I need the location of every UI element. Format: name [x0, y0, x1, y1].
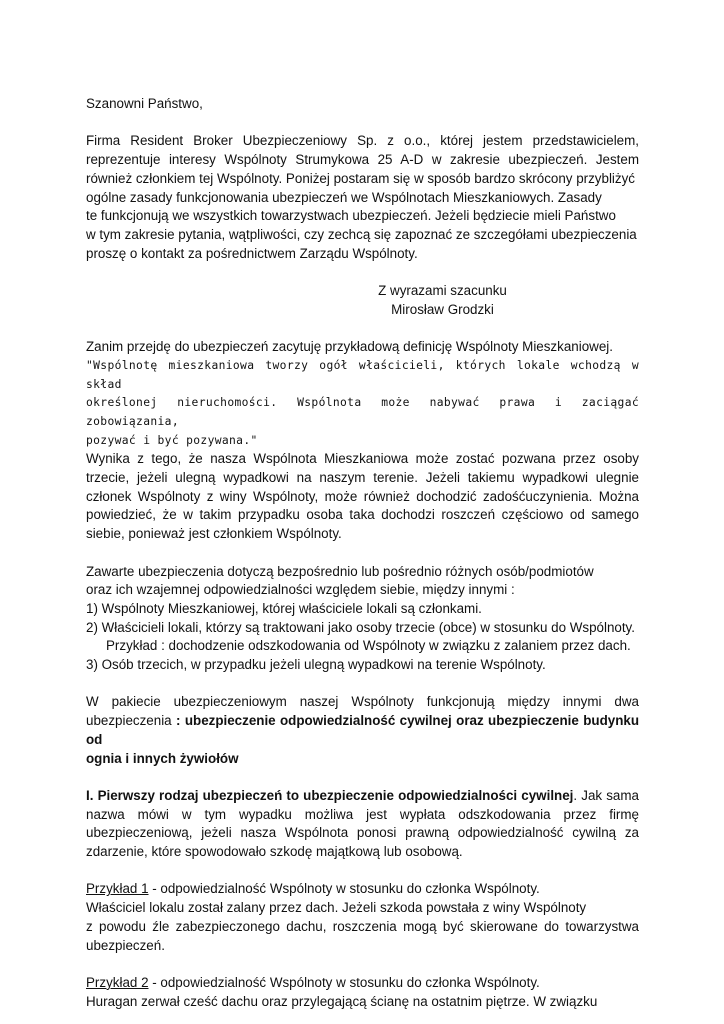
- consequence-paragraph: [86, 450, 639, 544]
- example-1-line: Właściciel lokalu został zalany przez dach. Jeżeli szkoda powstała z winy Wspólnoty: [86, 900, 587, 916]
- consequence-line: siebie, ponieważ jest członkiem Wspólnoty.: [86, 526, 342, 542]
- coverage-item-2: 2) Właścicieli lokali, którzy są traktowani jako osoby trzecie (obce) w stosunku do Wspólnoty.: [86, 619, 635, 635]
- section-1-heading-rest: . Jak sama: [573, 787, 639, 803]
- coverage-lead: oraz ich wzajemnej odpowiedzialności względem siebie, między innymi :: [86, 582, 515, 598]
- signature-name: Mirosław Grodzki: [391, 301, 494, 317]
- coverage-item-2-example: Przykład : dochodzenie odszkodowania od Wspólnoty w związku z zalaniem przez dach.: [106, 638, 631, 654]
- definition-quote: [86, 357, 639, 451]
- greeting: Szanowni Państwo,: [86, 96, 203, 111]
- definition-intro: Zanim przejdę do ubezpieczeń zacytuję przykładową definicję Wspólnoty Mieszkaniowej.: [86, 339, 613, 355]
- intro-line: również członkiem tej Wspólnoty. Poniżej postaram się w sposób bardzo skrócony przybliżyć: [86, 170, 635, 186]
- example-2-title: [86, 974, 639, 993]
- coverage-lead: Zawarte ubezpieczenia dotyczą bezpośrednio lub pośrednio różnych osób/podmiotów: [86, 563, 594, 579]
- intro-line: w tym zakresie pytania, wątpliwości, czy zechcą się zapoznać ze szczegółami ubezpieczenia: [86, 226, 637, 242]
- package-bold: : ubezpieczenie odpowiedzialność cywilnej oraz ubezpieczenie budynku od: [86, 713, 640, 747]
- intro-paragraph: [86, 132, 639, 263]
- signature-closing: Z wyrazami szacunku: [378, 283, 507, 298]
- intro-line: Firma Resident Broker Ubezpieczeniowy Sp. z o.o., której jestem przedstawicielem,: [86, 133, 639, 149]
- example-1-title-text: - odpowiedzialność Wspólnoty w stosunku do członka Wspólnoty.: [148, 881, 540, 897]
- package-plain: ubezpieczenia: [86, 713, 176, 729]
- section-1-line: ubezpieczeniową, jeżeli nasza Wspólnota ponosi prawną odpowiedzialność cywilną za: [86, 825, 639, 841]
- section-1-line: nazwa mówi w tym wypadku możliwa jest wypłata odszkodowania przez firmę: [86, 806, 639, 822]
- example-2-label: Przykład 2: [86, 974, 149, 990]
- example-2: [86, 974, 639, 1011]
- letter-page: [86, 95, 639, 1011]
- consequence-line: członek Wspólnoty z winy Wspólnoty, może również dochodzić zadośćuczynienia. Można: [86, 488, 639, 504]
- example-1-label: Przykład 1: [86, 881, 149, 897]
- package-paragraph: [86, 693, 639, 768]
- example-1-line: z powodu źle zabezpieczonego dachu, roszczenia mogą być skierowane do towarzystwa: [86, 918, 639, 934]
- coverage-item-3: 3) Osób trzecich, w przypadku jeżeli ulegną wypadkowi na terenie Wspólnoty.: [86, 657, 546, 673]
- section-1-heading-line: [86, 787, 639, 806]
- example-2-line: Huragan zerwał cześć dachu oraz przylegającą ścianę na ostatnim piętrze. W związku: [86, 993, 598, 1009]
- package-line: [86, 712, 639, 749]
- intro-line: te funkcjonują we wszystkich towarzystwach ubezpieczeń. Jeżeli będziecie mieli Państwo: [86, 208, 616, 224]
- intro-line: reprezentuje interesy Wspólnoty Strumykowa 25 A-D w zakresie ubezpieczeń. Jestem: [86, 152, 639, 168]
- quote-line: określonej nieruchomości. Wspólnota może nabywać prawa i zaciągać zobowiązania,: [86, 396, 639, 428]
- consequence-line: powiedzieć, że w takim przypadku osoba taka dochodzi roszczeń częściowo od samego: [86, 507, 639, 523]
- package-line: [86, 750, 639, 769]
- intro-line: proszę o kontakt za pośrednictwem Zarządu Wspólnoty.: [86, 245, 418, 261]
- section-1-heading: I. Pierwszy rodzaj ubezpieczeń to ubezpieczenie odpowiedzialności cywilnej: [86, 787, 574, 803]
- consequence-line: trzecie, jeżeli ulegną wypadkowi na naszym terenie. Jeżeli takiemu wypadkowi ulegnie: [86, 470, 639, 486]
- section-1: [86, 787, 639, 862]
- consequence-line: Wynika z tego, że nasza Wspólnota Mieszkaniowa może zostać pozwana przez osoby: [86, 451, 639, 467]
- coverage-item-1: 1) Wspólnoty Mieszkaniowej, której właściciele lokali są członkami.: [86, 600, 482, 616]
- example-1-title: [86, 880, 639, 899]
- example-2-title-text: - odpowiedzialność Wspólnoty w stosunku do członka Wspólnoty.: [148, 974, 540, 990]
- coverage-list: [86, 563, 639, 675]
- section-1-line: zdarzenie, które spowodowało szkodę majątkową lub osobową.: [86, 844, 463, 860]
- intro-line: ogólne zasady funkcjonowania ubezpieczeń we Wspólnotach Mieszkaniowych. Zasady: [86, 189, 602, 205]
- example-1-line: ubezpieczeń.: [86, 937, 165, 953]
- signature-block: [86, 282, 639, 319]
- package-line: W pakiecie ubezpieczeniowym naszej Wspólnoty funkcjonują między innymi dwa: [86, 694, 639, 710]
- quote-line: "Wspólnotę mieszkaniowa tworzy ogół właścicieli, których lokale wchodzą w skład: [86, 358, 639, 391]
- package-bold-end: ognia i innych żywiołów: [86, 750, 239, 766]
- example-1: [86, 880, 639, 955]
- quote-line: pozywać i być pozywana.": [86, 433, 258, 447]
